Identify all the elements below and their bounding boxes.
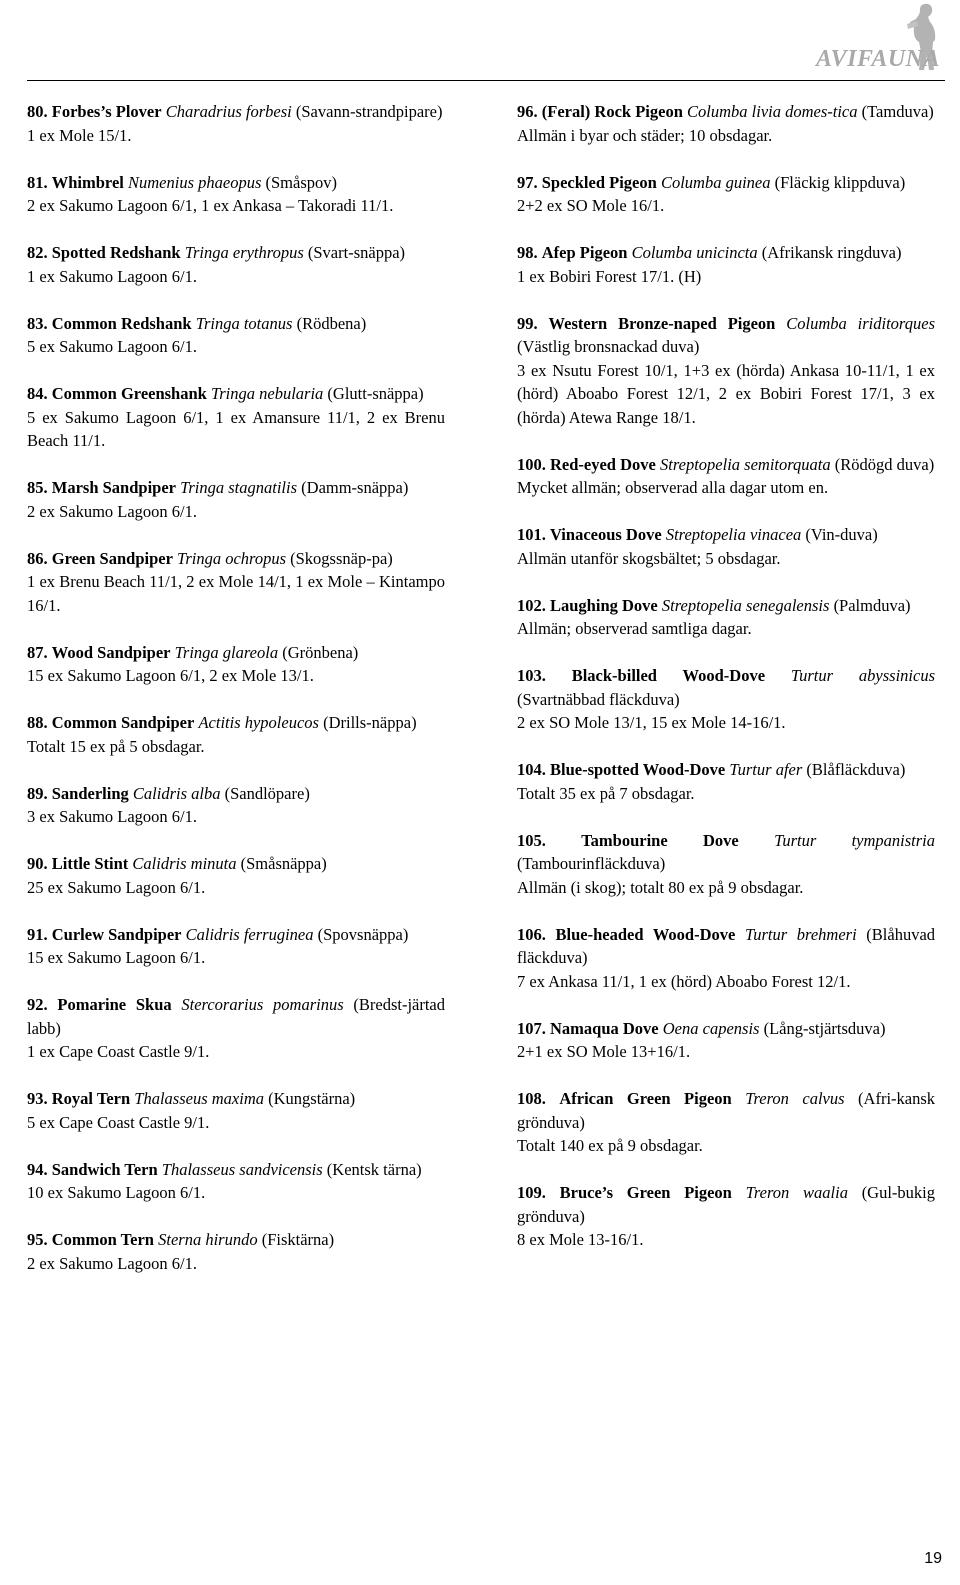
species-scientific-name: Calidris ferruginea — [185, 924, 314, 944]
species-english-name: Little Stint — [51, 854, 129, 873]
species-scientific-name: Streptopelia vinacea — [665, 525, 802, 544]
species-heading — [27, 382, 445, 406]
species-heading — [517, 1087, 935, 1134]
left-column — [27, 100, 445, 1299]
species-scientific-name: Turtur abyssinicus — [790, 666, 935, 685]
species-english-name: Wood Sandpiper — [51, 642, 171, 662]
species-scientific-name: Thalasseus sandvicensis — [161, 1159, 323, 1179]
species-english-name: Black-billed Wood-Dove — [571, 666, 766, 685]
species-number: 97. — [517, 172, 538, 192]
species-observation: 15 ex Sakumo Lagoon 6/1, 2 ex Mole 13/1. — [27, 666, 314, 685]
species-scientific-name: Tringa totanus — [195, 313, 293, 333]
species-observation: Totalt 35 ex på 7 obsdagar. — [517, 783, 695, 803]
species-heading — [27, 711, 445, 735]
species-heading — [27, 1228, 445, 1252]
species-heading — [517, 1181, 935, 1228]
species-entry — [517, 1181, 935, 1252]
species-english-name: Common Greenshank — [51, 384, 207, 403]
species-swedish-name: (Småspov) — [265, 172, 337, 192]
species-number: 87. — [27, 642, 48, 662]
species-entry — [27, 241, 445, 288]
species-heading — [27, 547, 445, 571]
species-english-name: (Feral) Rock Pigeon — [541, 102, 683, 121]
species-entry — [27, 923, 445, 970]
species-english-name: Blue-headed Wood-Dove — [555, 924, 736, 944]
species-english-name: Namaqua Dove — [550, 1018, 659, 1038]
species-scientific-name: Columba guinea — [660, 172, 771, 192]
species-entry — [517, 829, 935, 900]
species-english-name: Western Bronze-naped Pigeon — [548, 313, 776, 333]
species-english-name: Tambourine Dove — [581, 830, 739, 850]
species-entry — [27, 993, 445, 1064]
species-observation: 10 ex Sakumo Lagoon 6/1. — [27, 1183, 206, 1202]
species-swedish-name: (Kungstärna) — [268, 1089, 356, 1108]
species-swedish-name: (Blåhuvad fläckduva) — [517, 924, 936, 967]
species-entry — [517, 923, 935, 994]
species-english-name: Sandwich Tern — [51, 1159, 158, 1179]
species-scientific-name: Columba unicincta — [631, 243, 758, 262]
species-observation: 2 ex SO Mole 13/1, 15 ex Mole 14-16/1. — [517, 713, 786, 732]
species-number: 83. — [27, 313, 48, 333]
species-number: 80. — [27, 102, 48, 121]
species-observation: 2 ex Sakumo Lagoon 6/1, 1 ex Ankasa – Takoradi 11/1. — [27, 196, 394, 215]
species-scientific-name: Numenius phaeopus — [128, 172, 262, 192]
page-number: 19 — [924, 1550, 942, 1567]
species-swedish-name: (Småsnäppa) — [240, 854, 327, 873]
species-english-name: Green Sandpiper — [51, 548, 173, 568]
species-scientific-name: Turtur tympanistria — [774, 830, 935, 850]
species-observation: 2 ex Sakumo Lagoon 6/1. — [27, 1253, 198, 1273]
species-entry — [27, 1228, 445, 1275]
species-swedish-name: (Svartnäbbad fläckduva) — [517, 689, 680, 709]
species-scientific-name: Actitis hypoleucos — [198, 713, 319, 732]
species-observation: 1 ex Sakumo Lagoon 6/1. — [27, 266, 198, 286]
species-heading — [27, 1087, 445, 1111]
species-swedish-name: (Blåfläckduva) — [806, 760, 906, 779]
species-number: 109. — [517, 1183, 546, 1202]
species-swedish-name: (Afri-kansk grönduva) — [517, 1089, 936, 1132]
species-number: 95. — [27, 1230, 48, 1249]
species-english-name: Curlew Sandpiper — [51, 924, 182, 944]
species-number: 90. — [27, 854, 48, 873]
species-observation: 15 ex Sakumo Lagoon 6/1. — [27, 948, 206, 967]
species-heading — [27, 312, 445, 336]
species-number: 107. — [517, 1018, 546, 1038]
species-english-name: Whimbrel — [51, 172, 124, 192]
species-heading — [27, 1158, 445, 1182]
species-heading — [517, 312, 935, 359]
species-swedish-name: (Svart-snäppa) — [307, 243, 406, 262]
species-entry — [27, 641, 445, 688]
species-observation: Allmän i byar och städer; 10 obsdagar. — [517, 125, 773, 145]
species-swedish-name: (Gul-bukig grönduva) — [517, 1183, 936, 1226]
species-entry — [27, 171, 445, 218]
species-observation: Allmän; observerad samtliga dagar. — [517, 619, 752, 638]
species-heading — [517, 594, 935, 618]
species-english-name: Pomarine Skua — [57, 995, 172, 1014]
species-number: 81. — [27, 172, 48, 192]
species-heading — [27, 100, 445, 124]
species-scientific-name: Treron calvus — [745, 1089, 845, 1108]
species-entry — [517, 594, 935, 641]
species-heading — [517, 758, 935, 782]
species-entry — [27, 782, 445, 829]
species-english-name: Bruce’s Green Pigeon — [559, 1183, 732, 1202]
species-english-name: Speckled Pigeon — [541, 172, 657, 192]
species-observation: 1 ex Mole 15/1. — [27, 125, 132, 145]
species-heading — [517, 923, 935, 970]
species-entry — [27, 100, 445, 147]
species-swedish-name: (Afrikansk ringduva) — [761, 243, 902, 262]
species-number: 104. — [517, 760, 546, 779]
species-number: 82. — [27, 243, 48, 262]
species-number: 101. — [517, 525, 546, 544]
species-observation: 7 ex Ankasa 11/1, 1 ex (hörd) Aboabo Forest 12/1. — [517, 971, 851, 991]
species-swedish-name: (Skogssnäp-pa) — [290, 548, 393, 568]
species-swedish-name: (Drills-näppa) — [323, 713, 417, 732]
species-scientific-name: Tringa stagnatilis — [180, 478, 298, 497]
species-entry — [27, 852, 445, 899]
species-scientific-name: Streptopelia semitorquata — [659, 454, 831, 474]
species-swedish-name: (Fläckig klippduva) — [774, 172, 906, 192]
species-number: 102. — [517, 595, 546, 615]
species-heading — [27, 171, 445, 195]
species-number: 93. — [27, 1089, 48, 1108]
species-scientific-name: Tringa glareola — [174, 642, 279, 662]
species-scientific-name: Tringa ochropus — [177, 548, 286, 568]
species-heading — [27, 923, 445, 947]
species-swedish-name: (Vin-duva) — [805, 525, 878, 544]
species-scientific-name: Columba livia domes-tica — [687, 102, 858, 121]
species-number: 84. — [27, 384, 48, 403]
species-heading — [517, 453, 935, 477]
species-number: 92. — [27, 995, 48, 1014]
species-number: 108. — [517, 1089, 546, 1108]
species-heading — [517, 171, 935, 195]
species-scientific-name: Calidris alba — [132, 783, 221, 803]
species-heading — [27, 782, 445, 806]
species-entry — [517, 100, 935, 147]
species-swedish-name: (Kentsk tärna) — [326, 1159, 422, 1179]
species-observation: 1 ex Bobiri Forest 17/1. (H) — [517, 266, 702, 286]
species-swedish-name: (Fisktärna) — [261, 1230, 335, 1249]
species-entry — [517, 171, 935, 218]
species-scientific-name: Tringa erythropus — [184, 243, 304, 262]
species-entry — [27, 547, 445, 618]
species-scientific-name: Columba iriditorques — [786, 313, 935, 333]
species-observation: 3 ex Sakumo Lagoon 6/1. — [27, 807, 198, 826]
species-entry — [517, 664, 935, 735]
species-observation: 5 ex Sakumo Lagoon 6/1. — [27, 337, 198, 356]
species-swedish-name: (Grönbena) — [282, 642, 359, 662]
species-heading — [27, 852, 445, 876]
species-swedish-name: (Damm-snäppa) — [301, 478, 409, 497]
species-swedish-name: (Bredst-järtad labb) — [27, 995, 446, 1038]
species-number: 88. — [27, 713, 48, 732]
species-number: 98. — [517, 243, 538, 262]
species-number: 99. — [517, 313, 538, 333]
species-entry — [517, 758, 935, 805]
species-swedish-name: (Spovsnäppa) — [317, 924, 409, 944]
species-observation: 5 ex Sakumo Lagoon 6/1, 1 ex Amansure 11/1, 2 ex Brenu Beach 11/1. — [27, 407, 445, 450]
species-number: 85. — [27, 478, 48, 497]
species-observation: 1 ex Brenu Beach 11/1, 2 ex Mole 14/1, 1 ex Mole – Kintampo 16/1. — [27, 572, 445, 615]
species-heading — [517, 100, 935, 124]
species-heading — [517, 1017, 935, 1041]
species-entry — [27, 476, 445, 523]
species-entry — [27, 312, 445, 359]
species-swedish-name: (Savann-strandpipare) — [295, 102, 443, 121]
species-swedish-name: (Palmduva) — [833, 595, 911, 615]
species-swedish-name: (Tamduva) — [861, 102, 934, 121]
species-swedish-name: (Tambourinfläckduva) — [517, 854, 666, 873]
species-entry — [517, 241, 935, 288]
species-english-name: Afep Pigeon — [541, 243, 628, 262]
species-observation: 25 ex Sakumo Lagoon 6/1. — [27, 877, 206, 897]
species-number: 100. — [517, 454, 546, 474]
species-observation: Allmän utanför skogsbältet; 5 obsdagar. — [517, 548, 781, 568]
avifauna-logo: AVIFAUNA — [815, 46, 940, 72]
species-heading — [27, 476, 445, 500]
species-number: 96. — [517, 102, 538, 121]
species-swedish-name: (Glutt-snäppa) — [327, 384, 424, 403]
species-english-name: Spotted Redshank — [51, 243, 181, 262]
species-scientific-name: Charadrius forbesi — [165, 102, 292, 121]
species-english-name: Common Sandpiper — [51, 713, 195, 732]
species-number: 106. — [517, 924, 546, 944]
species-heading — [517, 241, 935, 265]
species-observation: 8 ex Mole 13-16/1. — [517, 1230, 644, 1249]
species-entry — [27, 1158, 445, 1205]
species-swedish-name: (Västlig bronsnackad duva) — [517, 337, 700, 356]
species-observation: 2+2 ex SO Mole 16/1. — [517, 196, 665, 215]
species-scientific-name: Thalasseus maxima — [134, 1089, 264, 1108]
species-scientific-name: Streptopelia senegalensis — [661, 595, 830, 615]
species-scientific-name: Treron waalia — [745, 1183, 848, 1202]
species-heading — [517, 829, 935, 876]
species-english-name: Laughing Dove — [550, 595, 658, 615]
species-number: 89. — [27, 783, 48, 803]
species-scientific-name: Oena capensis — [662, 1018, 760, 1038]
species-english-name: Red-eyed Dove — [550, 454, 656, 474]
species-entry — [27, 711, 445, 758]
species-observation: Allmän (i skog); totalt 80 ex på 9 obsdagar. — [517, 877, 804, 897]
species-swedish-name: (Lång-stjärtsduva) — [763, 1018, 886, 1038]
species-heading — [517, 664, 935, 711]
species-english-name: African Green Pigeon — [559, 1089, 732, 1108]
species-observation: Mycket allmän; observerad alla dagar utom en. — [517, 478, 829, 497]
species-scientific-name: Tringa nebularia — [210, 384, 324, 403]
species-heading — [27, 993, 445, 1040]
species-observation: Totalt 140 ex på 9 obsdagar. — [517, 1136, 703, 1155]
species-number: 94. — [27, 1159, 48, 1179]
species-english-name: Royal Tern — [51, 1089, 131, 1108]
species-entry — [517, 1017, 935, 1064]
species-observation: 3 ex Nsutu Forest 10/1, 1+3 ex (hörda) Ankasa 10-11/1, 1 ex (hörd) Aboabo Forest 12/1, 2 ex Bobiri Forest 17/1, 3 ex (hörda) Atewa Range 18/1. — [517, 360, 935, 427]
species-scientific-name: Turtur afer — [729, 760, 803, 779]
species-observation: 1 ex Cape Coast Castle 9/1. — [27, 1042, 210, 1061]
species-english-name: Marsh Sandpiper — [51, 478, 176, 497]
species-scientific-name: Stercorarius pomarinus — [181, 995, 344, 1014]
species-entry — [517, 1087, 935, 1158]
species-observation: 5 ex Cape Coast Castle 9/1. — [27, 1112, 210, 1132]
species-entry — [27, 382, 445, 453]
species-english-name: Sanderling — [51, 783, 129, 803]
species-scientific-name: Turtur brehmeri — [744, 924, 857, 944]
header-rule — [27, 80, 945, 81]
species-english-name: Vinaceous Dove — [550, 525, 662, 544]
species-swedish-name: (Rödögd duva) — [834, 454, 935, 474]
species-entry — [517, 312, 935, 430]
species-number: 105. — [517, 830, 546, 850]
species-heading — [27, 241, 445, 265]
species-scientific-name: Sterna hirundo — [158, 1230, 258, 1249]
species-number: 86. — [27, 548, 48, 568]
species-swedish-name: (Rödbena) — [296, 313, 367, 333]
species-english-name: Forbes’s Plover — [51, 102, 162, 121]
species-english-name: Blue-spotted Wood-Dove — [550, 760, 726, 779]
species-scientific-name: Calidris minuta — [132, 854, 237, 873]
species-number: 91. — [27, 924, 48, 944]
species-observation: 2+1 ex SO Mole 13+16/1. — [517, 1042, 691, 1061]
right-column — [517, 100, 935, 1275]
species-swedish-name: (Sandlöpare) — [224, 783, 310, 803]
species-number: 103. — [517, 666, 546, 685]
species-heading — [517, 523, 935, 547]
species-observation: 2 ex Sakumo Lagoon 6/1. — [27, 501, 198, 521]
species-english-name: Common Tern — [51, 1230, 154, 1249]
species-entry — [27, 1087, 445, 1134]
species-entry — [517, 523, 935, 570]
species-entry — [517, 453, 935, 500]
species-heading — [27, 641, 445, 665]
species-observation: Totalt 15 ex på 5 obsdagar. — [27, 736, 205, 756]
page-header — [0, 0, 960, 85]
species-english-name: Common Redshank — [51, 313, 192, 333]
